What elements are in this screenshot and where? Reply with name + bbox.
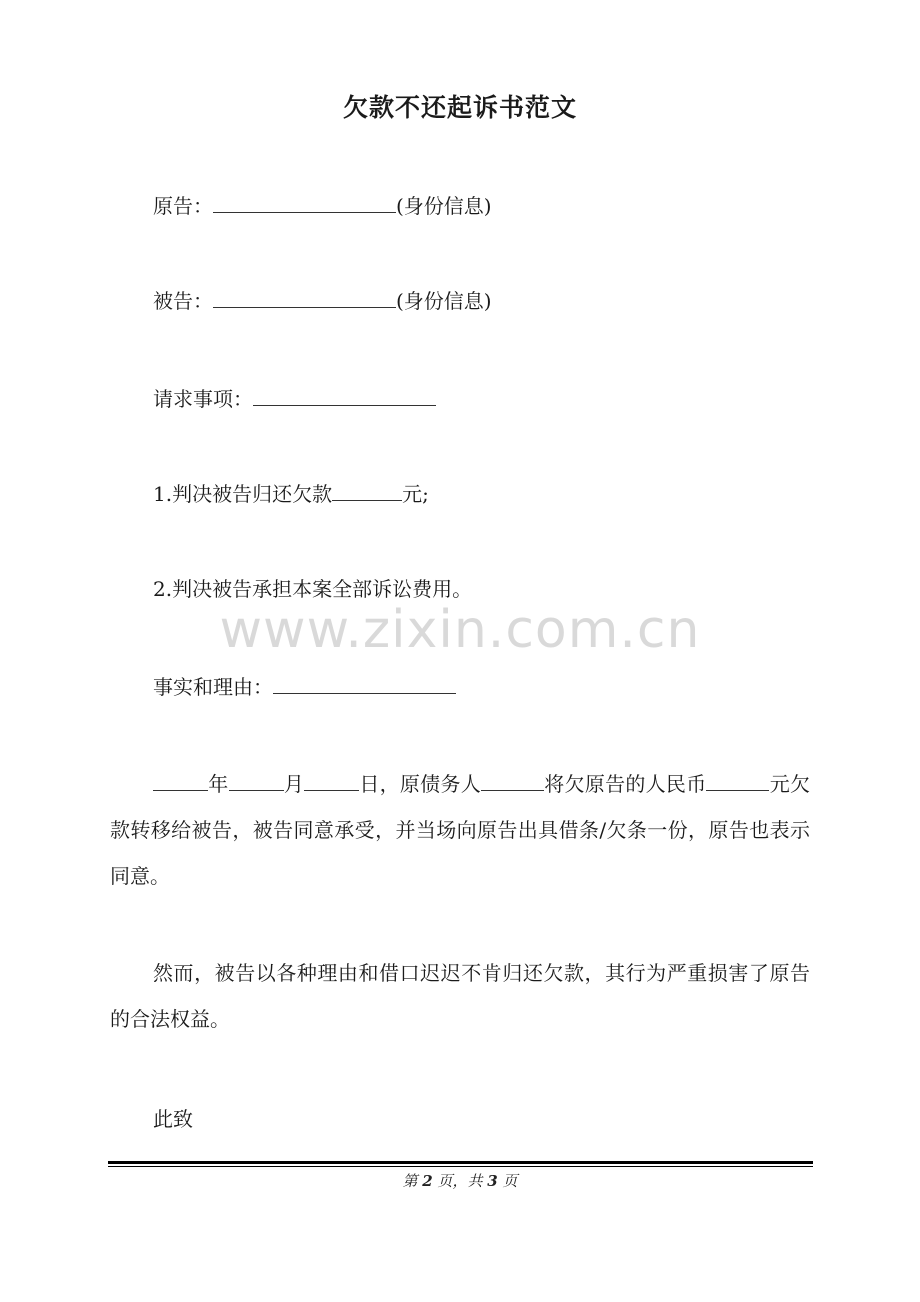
footer-prefix: 第 bbox=[402, 1172, 418, 1190]
facts-blank bbox=[273, 671, 456, 694]
rmb-blank bbox=[706, 768, 769, 791]
year-blank bbox=[153, 768, 208, 791]
claims-line bbox=[153, 383, 436, 414]
defendant-blank bbox=[213, 285, 396, 308]
plaintiff-line bbox=[153, 190, 492, 221]
claim-item-1-unit: 元; bbox=[402, 482, 429, 506]
claim-item-1-text: 1.判决被告归还欠款 bbox=[153, 482, 333, 506]
defendant-line bbox=[153, 285, 492, 316]
transfer-text: 将欠原告的人民币 bbox=[544, 772, 707, 796]
amount-blank bbox=[332, 478, 402, 501]
facts-paragraph-2: 然而，被告以各种理由和借口迟迟不肯归还欠款，其行为严重损害了原告的合法权益。 bbox=[110, 961, 810, 1031]
closing-text: 此致 bbox=[153, 1107, 193, 1131]
page-footer bbox=[0, 1170, 920, 1191]
footer-total-pages: 3 bbox=[487, 1172, 498, 1190]
plaintiff-suffix: (身份信息) bbox=[396, 194, 492, 218]
facts-line bbox=[153, 671, 456, 702]
day-blank bbox=[304, 768, 359, 791]
plaintiff-blank bbox=[213, 190, 396, 213]
year-label: 年 bbox=[208, 772, 229, 796]
facts-paragraph-1 bbox=[110, 761, 810, 899]
defendant-suffix: (身份信息) bbox=[396, 289, 492, 313]
footer-suffix: 页 bbox=[502, 1172, 518, 1190]
claims-blank bbox=[253, 383, 436, 406]
defendant-label: 被告： bbox=[153, 289, 213, 313]
month-blank bbox=[229, 768, 284, 791]
debtor-blank bbox=[481, 768, 544, 791]
claims-label: 请求事项： bbox=[153, 387, 253, 411]
day-label: 日，原债务人 bbox=[359, 772, 482, 796]
footer-rule-thin bbox=[108, 1166, 813, 1167]
month-label: 月 bbox=[283, 772, 305, 796]
footer-rule bbox=[108, 1161, 813, 1164]
footer-page-number: 2 bbox=[422, 1172, 433, 1190]
facts-label: 事实和理由： bbox=[153, 675, 273, 699]
watermark: www.zixin.com.cn bbox=[219, 600, 701, 660]
plaintiff-label: 原告： bbox=[153, 194, 213, 218]
footer-mid: 页，共 bbox=[437, 1172, 483, 1190]
document-title: 欠款不还起诉书范文 bbox=[342, 93, 577, 122]
claim-item-2: 2.判决被告承担本案全部诉讼费用。 bbox=[153, 577, 473, 601]
transfer-rest-text: 元欠款转移给被告，被告同意承受，并当场向原告出具借条/欠条一份，原告也表示同意。 bbox=[110, 772, 811, 888]
claim-item-1 bbox=[153, 478, 429, 509]
